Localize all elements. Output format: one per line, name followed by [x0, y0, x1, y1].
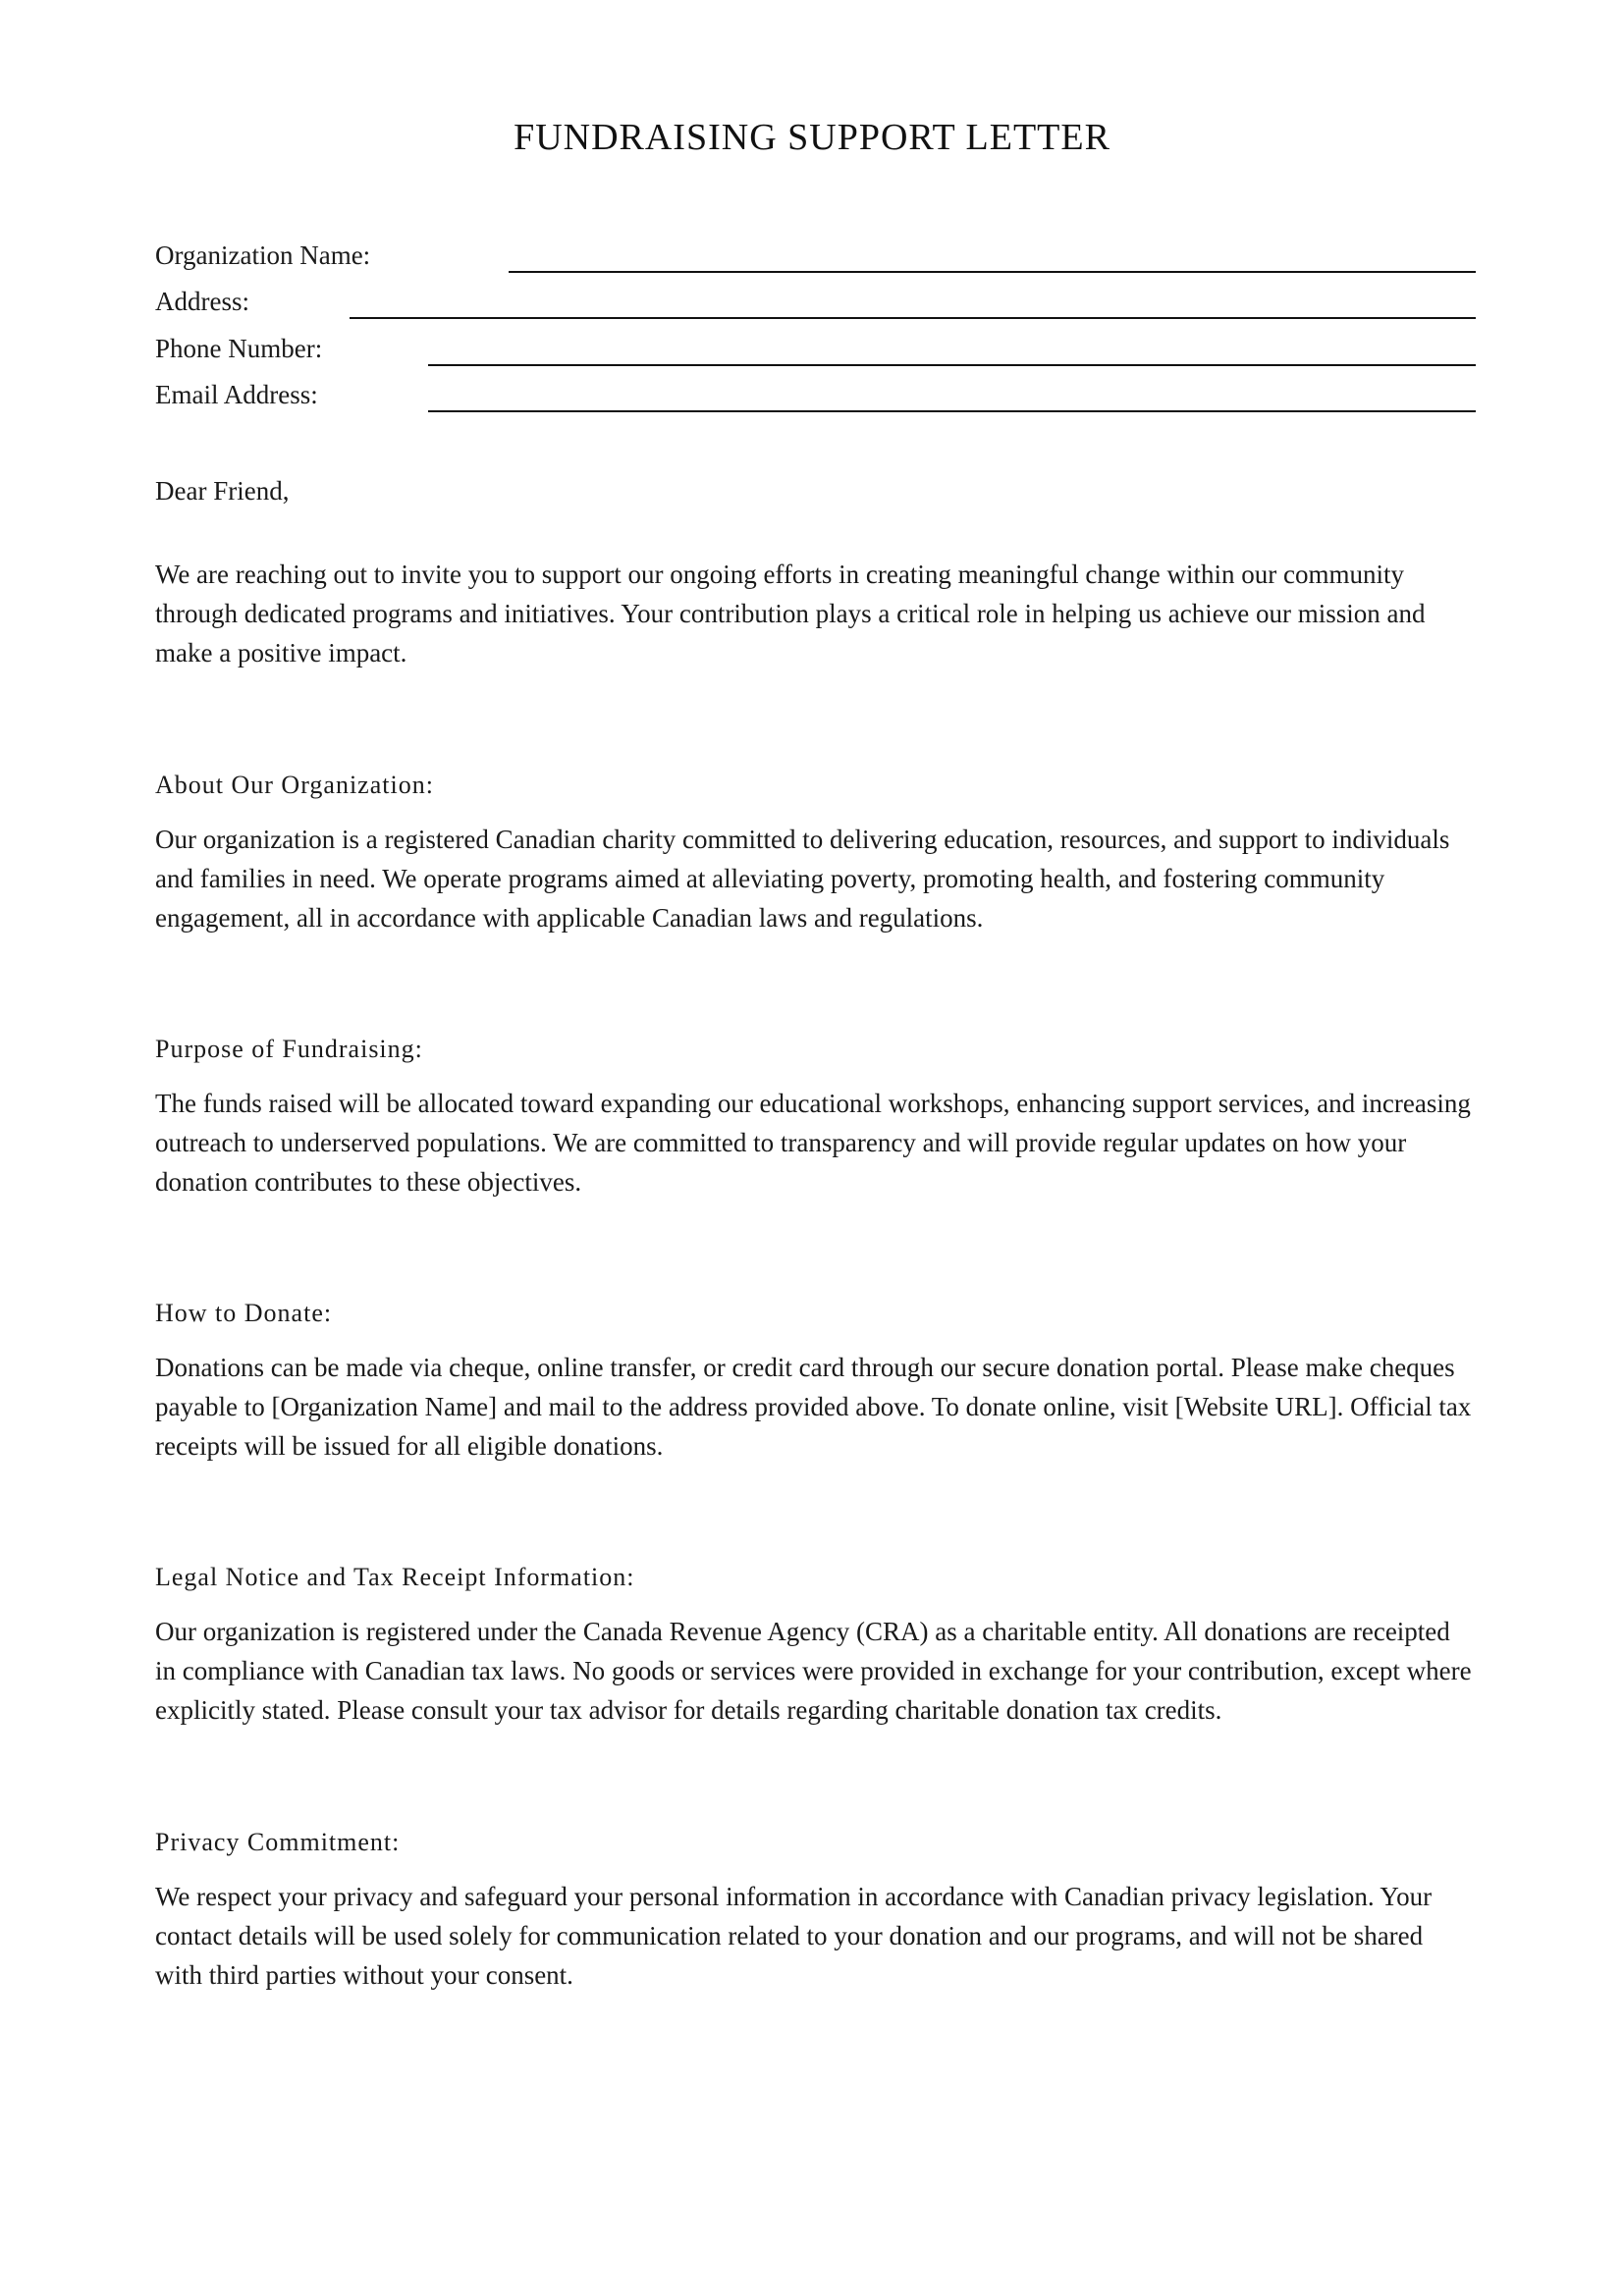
address-input-line[interactable] [350, 317, 1476, 319]
section-heading-legal-notice: Legal Notice and Tax Receipt Information: [155, 1563, 635, 1591]
section-heading-privacy: Privacy Commitment: [155, 1828, 401, 1856]
field-email-address [155, 375, 1476, 414]
section-heading-how-to-donate: How to Donate: [155, 1299, 333, 1327]
field-organization-name [155, 236, 1476, 275]
field-label: Address: [155, 287, 249, 316]
section-heading-purpose: Purpose of Fundraising: [155, 1035, 423, 1063]
section-body-about: Our organization is a registered Canadian charity committed to delivering education, resources, and support to individuals and families in need. We operate programs aimed at alleviating poverty, promoting health, and fostering community engagement, all in accordance with applicable Canadian laws and regulations. [155, 825, 1450, 933]
page-title: FUNDRAISING SUPPORT LETTER [514, 117, 1110, 158]
field-label: Email Address: [155, 380, 318, 409]
section-body-how-to-donate: Donations can be made via cheque, online transfer, or credit card through our secure donation portal. Please make cheques payable to [Organization Name] and mail to the address provided above. To donate online, visit [Website URL]. Official tax receipts will be issued for all eligible donations. [155, 1353, 1472, 1461]
greeting: Dear Friend, [155, 476, 290, 506]
section-body-privacy: We respect your privacy and safeguard your personal information in accordance with Canadian privacy legislation. Your contact details will be used solely for communication related to your donation and our programs, and will not be shared with third parties without your consent. [155, 1882, 1433, 1990]
intro-paragraph: We are reaching out to invite you to support our ongoing efforts in creating meaningful change within our community through dedicated programs and initiatives. Your contribution plays a critical role in helping us achieve our mission and make a positive impact. [155, 560, 1426, 667]
field-label: Phone Number: [155, 334, 323, 363]
email-address-input-line[interactable] [428, 410, 1476, 412]
field-address [155, 282, 1476, 321]
field-phone-number [155, 329, 1476, 368]
organization-name-input-line[interactable] [509, 271, 1476, 273]
phone-number-input-line[interactable] [428, 364, 1476, 366]
section-heading-about: About Our Organization: [155, 771, 434, 799]
section-body-legal-notice: Our organization is registered under the Canada Revenue Agency (CRA) as a charitable entity. All donations are receipted in compliance with Canadian tax laws. No goods or services were provided in exchange for your contribution, except where explicitly stated. Please consult your tax advisor for details regarding charitable donation tax credits. [155, 1617, 1472, 1725]
section-body-purpose: The funds raised will be allocated toward expanding our educational workshops, enhancing support services, and increasing outreach to underserved populations. We are committed to transparency and will provide regular updates on how your donation contributes to these objectives. [155, 1089, 1471, 1197]
field-label: Organization Name: [155, 240, 371, 270]
